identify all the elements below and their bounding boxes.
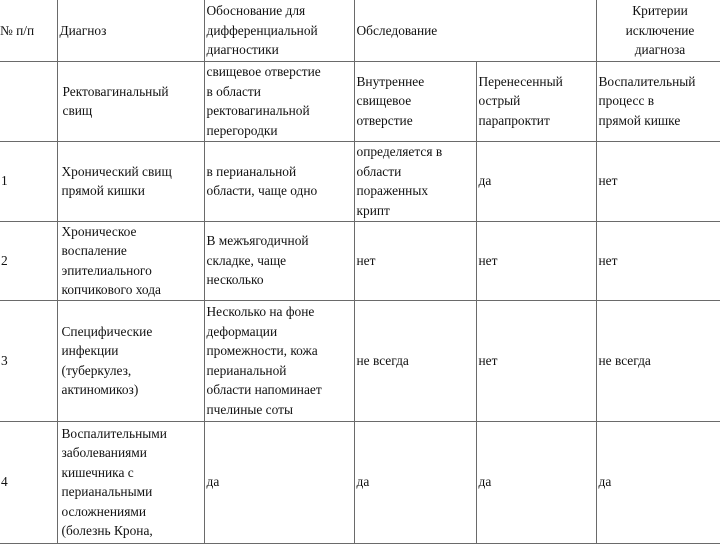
header-num: № п/п [0,0,57,61]
criteria-cell: не всегда [596,300,720,421]
justification-cell: да [204,421,354,543]
header-criteria: Критерии исключение диагноза [596,0,720,61]
header-justification: Обоснование для дифференциальной диагностики [204,0,354,61]
table-row [0,221,720,300]
examination-cell: Внутреннее свищевое отверстие [354,61,476,141]
row-num: 1 [0,141,57,221]
criteria-cell: да [596,421,720,543]
criteria-cell: нет [476,300,596,421]
table-row [0,61,720,141]
diagnosis-cell: Специфические инфекции (туберкулез, актиномикоз) [57,300,204,421]
examination-cell: определяется в области пораженных крипт [354,141,476,221]
examination-cell: не всегда [354,300,476,421]
criteria-cell: Воспалительный процесс в прямой кишке [596,61,720,141]
justification-cell: в перианальной области, чаще одно [204,141,354,221]
criteria-cell: да [476,141,596,221]
criteria-cell: нет [476,221,596,300]
header-diagnosis: Диагноз [57,0,204,61]
examination-cell: нет [354,221,476,300]
examination-cell: да [354,421,476,543]
justification-cell: Несколько на фоне деформации промежности, кожа перианальной области напоминает пчелиные соты [204,300,354,421]
diagnosis-cell: Хроническое воспаление эпителиального копчикового хода [57,221,204,300]
justification-cell: В межъягодичной складке, чаще несколько [204,221,354,300]
table-row [0,141,720,221]
header-row [0,0,720,61]
table-row [0,300,720,421]
row-num: 2 [0,221,57,300]
criteria-cell: нет [596,141,720,221]
header-examination: Обследование [354,0,596,61]
row-num: 4 [0,421,57,543]
justification-cell: свищевое отверстие в области ректовагинальной перегородки [204,61,354,141]
criteria-cell: нет [596,221,720,300]
diagnosis-cell: Воспалительными заболеваниями кишечника с перианальными осложнениями (болезнь Крона, [57,421,204,543]
criteria-cell: Перенесенный острый парапроктит [476,61,596,141]
row-num [0,61,57,141]
table-row [0,421,720,543]
diagnosis-cell: Ректовагинальный свищ [57,61,204,141]
diagnosis-cell: Хронический свищ прямой кишки [57,141,204,221]
criteria-cell: да [476,421,596,543]
row-num: 3 [0,300,57,421]
